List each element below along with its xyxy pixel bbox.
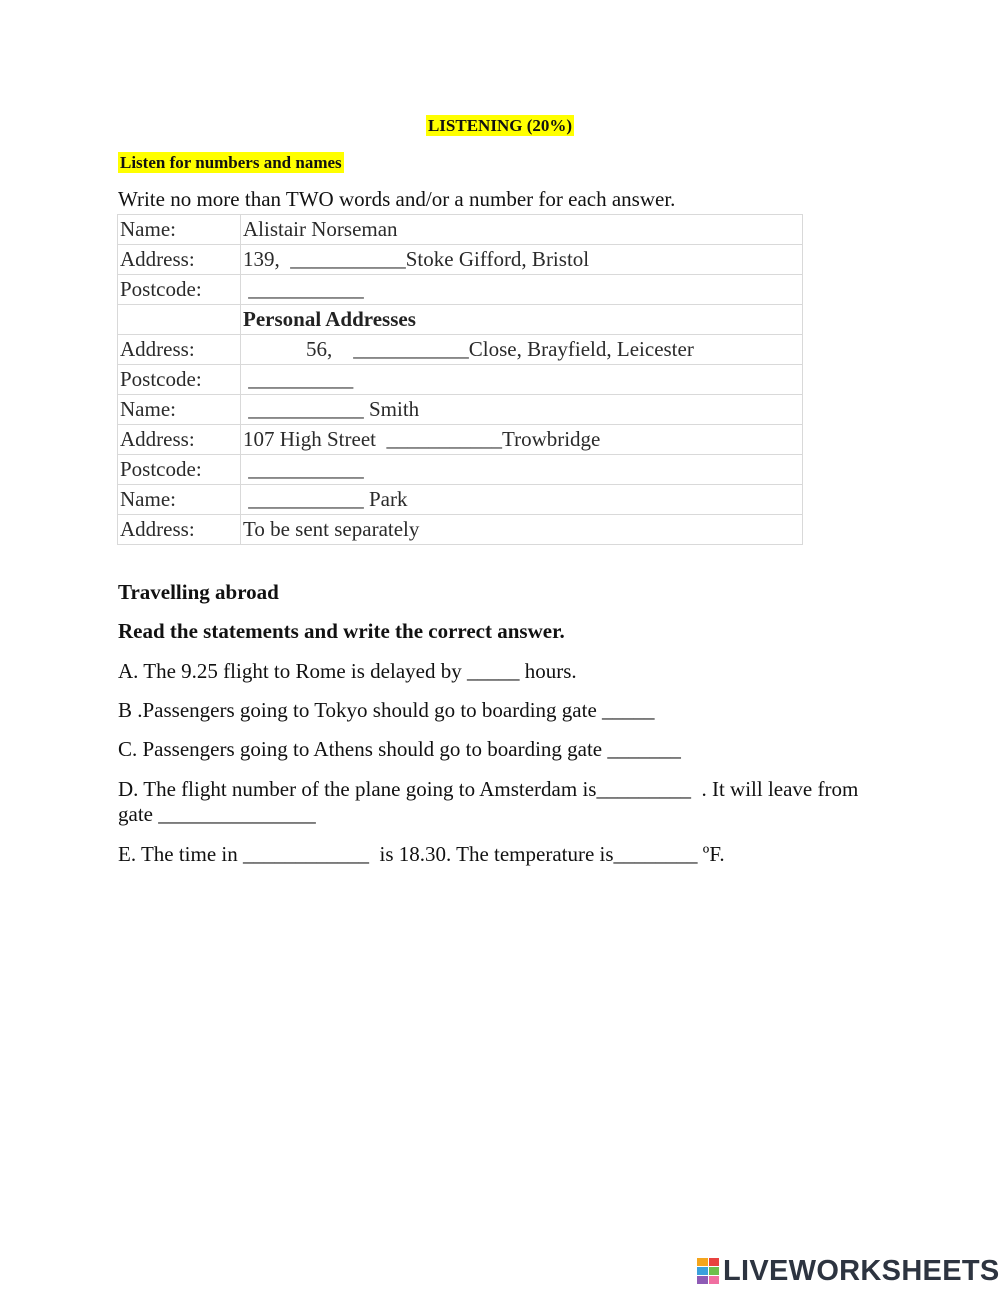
logo-text: LIVEWORKSHEETS xyxy=(723,1254,1000,1287)
title-highlight: LISTENING (20%) xyxy=(427,116,573,135)
form-row-label: Postcode: xyxy=(118,275,241,305)
form-row xyxy=(118,365,803,395)
travel-heading: Travelling abroad xyxy=(118,580,279,604)
form-row-value: 139, ___________Stoke Gifford, Bristol xyxy=(241,245,803,275)
form-row xyxy=(118,305,803,335)
form-row-label xyxy=(118,305,241,335)
address-form-table xyxy=(117,214,803,545)
form-row-label: Postcode: xyxy=(118,365,241,395)
question-b: B .Passengers going to Tokyo should go to boarding gate _____ xyxy=(118,698,655,722)
form-row xyxy=(118,245,803,275)
logo-square xyxy=(697,1267,708,1275)
subtitle-highlight: Listen for numbers and names xyxy=(120,153,342,172)
form-row-value: 107 High Street ___________Trowbridge xyxy=(241,425,803,455)
form-row-value: ___________ Park xyxy=(241,485,803,515)
form-row xyxy=(118,425,803,455)
logo-square xyxy=(709,1258,720,1266)
form-row-label: Address: xyxy=(118,515,241,545)
form-row-label: Name: xyxy=(118,395,241,425)
form-row xyxy=(118,485,803,515)
form-row-label: Postcode: xyxy=(118,455,241,485)
form-row xyxy=(118,515,803,545)
form-row-label: Address: xyxy=(118,245,241,275)
form-row-value: Alistair Norseman xyxy=(241,215,803,245)
form-row xyxy=(118,395,803,425)
form-row-value: ___________ xyxy=(241,275,803,305)
logo-square xyxy=(697,1276,708,1284)
form-row-value: To be sent separately xyxy=(241,515,803,545)
logo-square xyxy=(697,1258,708,1266)
form-row-value: ___________ Smith xyxy=(241,395,803,425)
question-e: E. The time in ____________ is 18.30. The temperature is________ ºF. xyxy=(118,842,725,866)
question-c: C. Passengers going to Athens should go to boarding gate _______ xyxy=(118,737,681,761)
form-row-value: ___________ xyxy=(241,455,803,485)
question-d: D. The flight number of the plane going to Amsterdam is_________ . It will leave from gate _______________ xyxy=(118,777,864,826)
section-subtitle xyxy=(118,153,344,173)
form-row-value: __________ xyxy=(241,365,803,395)
form-row-value: 56, ___________Close, Brayfield, Leicester xyxy=(241,335,803,365)
form-row xyxy=(118,455,803,485)
logo-square xyxy=(709,1267,720,1275)
liveworksheets-logo xyxy=(697,1255,1000,1287)
form-row xyxy=(118,215,803,245)
form-row-value: Personal Addresses xyxy=(241,305,803,335)
question-a: A. The 9.25 flight to Rome is delayed by _____ hours. xyxy=(118,659,577,683)
form-row xyxy=(118,275,803,305)
listening-instruction: Write no more than TWO words and/or a number for each answer. xyxy=(118,187,676,211)
form-row-label: Address: xyxy=(118,335,241,365)
liveworksheets-logo-icon xyxy=(697,1258,719,1284)
form-row-label: Address: xyxy=(118,425,241,455)
logo-square xyxy=(709,1276,720,1284)
travel-instruction: Read the statements and write the correct answer. xyxy=(118,619,565,643)
form-row-label: Name: xyxy=(118,485,241,515)
form-row xyxy=(118,335,803,365)
page-title xyxy=(0,116,1000,136)
form-row-label: Name: xyxy=(118,215,241,245)
